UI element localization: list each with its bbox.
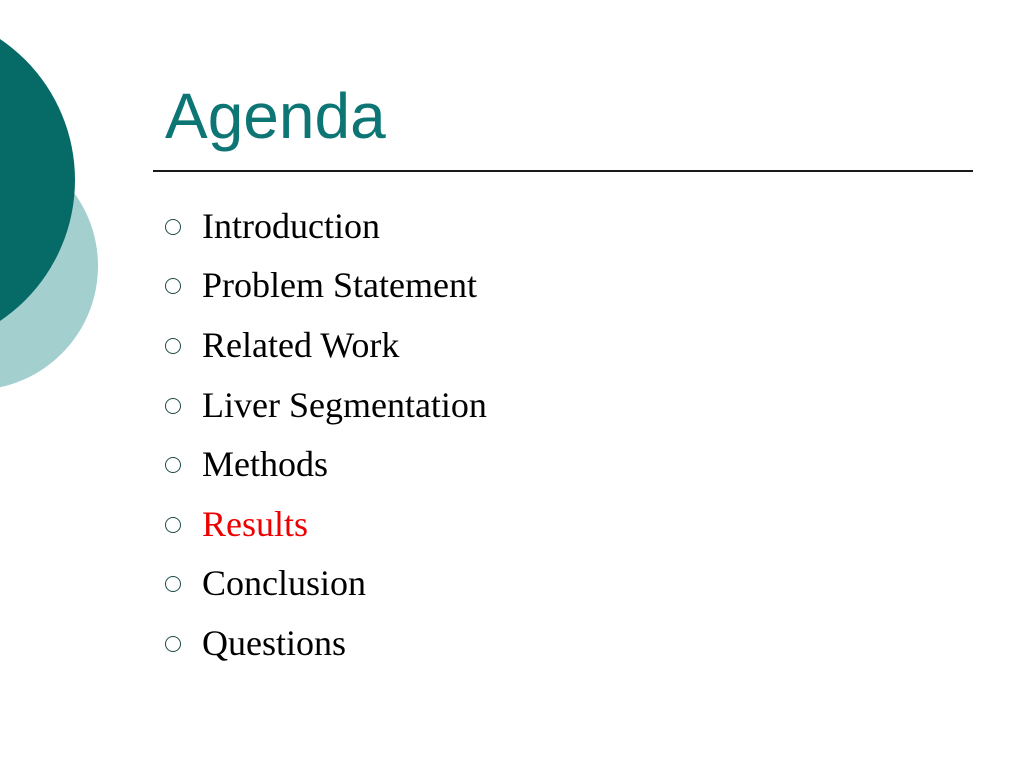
circle-bullet-icon <box>165 517 181 533</box>
slide-title: Agenda <box>165 80 386 152</box>
circle-bullet-icon <box>165 398 181 414</box>
agenda-item-label: Liver Segmentation <box>202 384 487 425</box>
agenda-item-related-work <box>165 315 487 375</box>
agenda-item-questions <box>165 613 487 673</box>
agenda-item-methods <box>165 434 487 494</box>
agenda-item-label: Problem Statement <box>202 265 477 306</box>
agenda-item-introduction <box>165 196 487 256</box>
agenda-item-label: Related Work <box>202 324 400 365</box>
circle-bullet-icon <box>165 278 181 294</box>
agenda-item-liver-segmentation <box>165 375 487 435</box>
agenda-item-problem-statement <box>165 256 487 316</box>
circle-bullet-icon <box>165 338 181 354</box>
agenda-item-label: Questions <box>202 622 346 663</box>
circle-bullet-icon <box>165 457 181 473</box>
title-divider <box>153 170 973 172</box>
agenda-list <box>165 196 487 673</box>
agenda-item-conclusion <box>165 554 487 614</box>
agenda-item-label: Conclusion <box>202 563 367 604</box>
agenda-item-results <box>165 494 487 554</box>
agenda-item-label: Introduction <box>202 205 380 246</box>
circle-bullet-icon <box>165 636 181 652</box>
circle-bullet-icon <box>165 219 181 235</box>
agenda-item-label: Methods <box>202 444 328 485</box>
circle-bullet-icon <box>165 576 181 592</box>
agenda-item-label: Results <box>202 503 309 544</box>
